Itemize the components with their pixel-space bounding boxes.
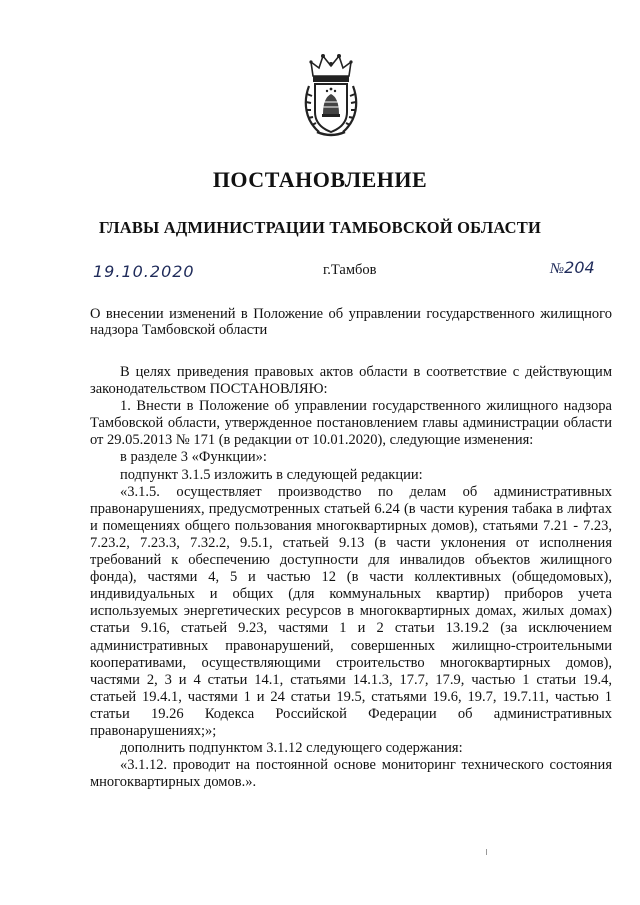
document-date: 19.10.2020 bbox=[93, 262, 195, 281]
body-paragraph-3-1-12: «3.1.12. проводит на постоянной основе мониторинг технического состояния многоквартирных домов.». bbox=[90, 757, 612, 791]
document-body bbox=[90, 364, 612, 791]
body-paragraph-subitem: подпункт 3.1.5 изложить в следующей редакции: bbox=[120, 466, 423, 483]
document-city: г.Тамбов bbox=[323, 262, 377, 278]
coat-of-arms-emblem-icon bbox=[303, 52, 359, 138]
body-paragraph-section: в разделе 3 «Функции»: bbox=[120, 449, 267, 466]
body-paragraph-addition: дополнить подпунктом 3.1.12 следующего содержания: bbox=[120, 740, 463, 757]
body-paragraph-3-1-5: «3.1.5. осуществляет производство по делам об административных правонарушениях, предусмотренных статьей 6.24 (в части курения табака в лифтах и помещениях общего пользования многоквартирных домов), статьями 7.21 - 7.23, 7.23.2, 7.23.3, 7.32.2, 9.5.1, статьей 9.13 (в части уклонения от исполнения требований к обеспечению доступности для инвалидов объектов жилищного фонда), частями 4, 5 и частью 12 (в части коллективных (общедомовых), индивидуальных и общих (для коммунальных квартир) приборов учета используемых энергетических ресурсов в многоквартирных домах, жилых домах) статьи 9.16, статьей 9.23, частями 1 и 2 статьи 13.19.2 (за исключением административных правонарушений, совершенных жилищно-строительными кооперативами, осуществляющими строительство многоквартирных домов), частями 2, 3 и 4 статьи 14.1, статьями 14.1.3, 17.7, 17.9, частью 1 статьи 19.4, статьей 19.4.1, частями 1 и 24 статьи 19.5, статьями 19.6, 19.7, 19.7.11, частью 1 статьи 19.26 Кодекса Российской Федерации об административных правонарушениях;»; bbox=[90, 483, 612, 739]
number-value: 204 bbox=[564, 258, 595, 277]
number-prefix: № bbox=[550, 261, 565, 277]
scan-mark bbox=[486, 849, 487, 855]
document-number bbox=[550, 258, 595, 278]
document-title: ПОСТАНОВЛЕНИЕ bbox=[212, 167, 428, 192]
document-subject: О внесении изменений в Положение об управлении государственного жилищного надзора Тамбовской области bbox=[90, 306, 612, 338]
body-paragraph-preamble: В целях приведения правовых актов области в соответствие с действующим законодательством ПОСТАНОВЛЯЮ: bbox=[90, 364, 612, 398]
body-paragraph-item-1: 1. Внести в Положение об управлении государственного жилищного надзора Тамбовской области, утвержденное постановлением главы администрации области от 29.05.2013 № 171 (в редакции от 10.01.2020), следующие изменения: bbox=[90, 398, 612, 449]
document-subtitle: ГЛАВЫ АДМИНИСТРАЦИИ ТАМБОВСКОЙ ОБЛАСТИ bbox=[99, 218, 541, 237]
